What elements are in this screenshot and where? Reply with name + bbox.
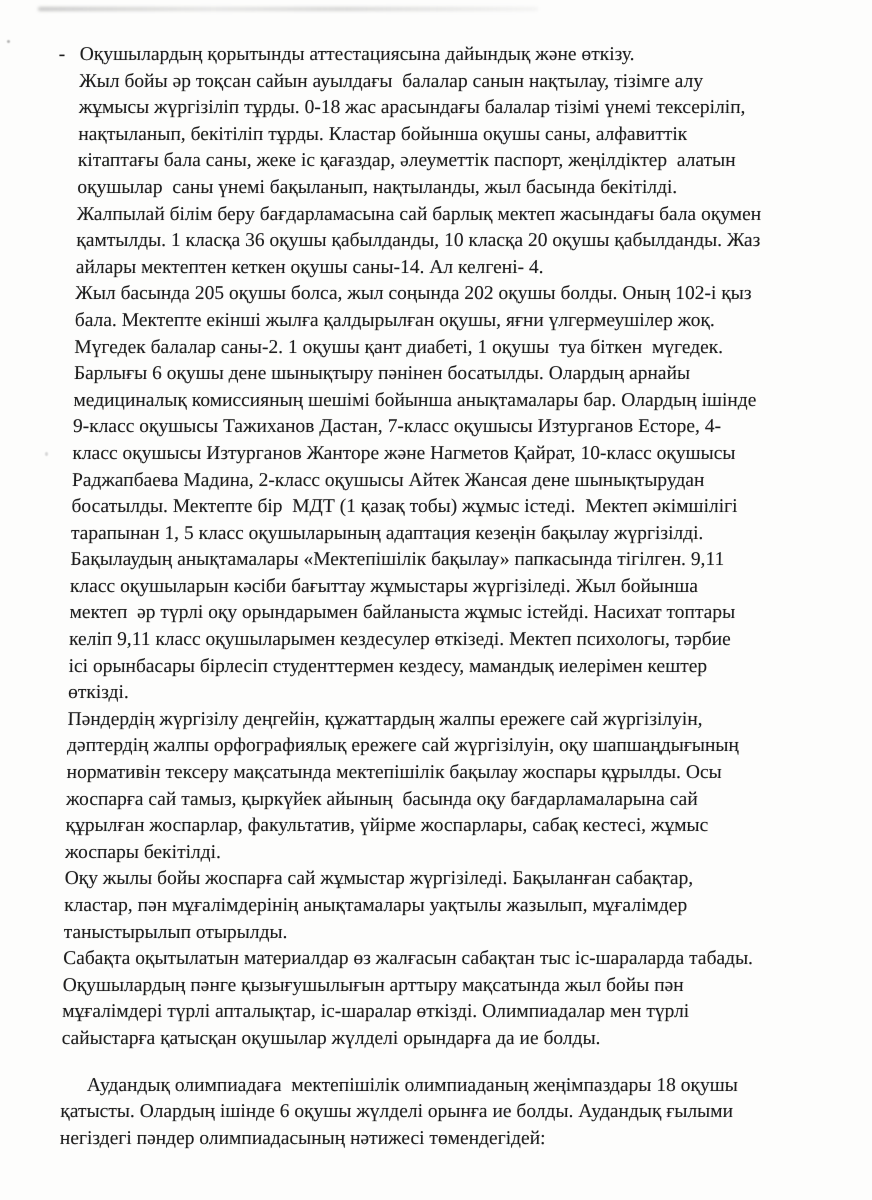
text-line xyxy=(73,414,818,441)
text-line-content: дәптердің жалпы орфографиялық ережеге сай жүргізілуін, оқу шапшаңдығының xyxy=(66,735,740,757)
text-line-content: бала. Мектепте екінші жылға қалдырылған оқушы, яғни үлгермеушілер жоқ. xyxy=(74,309,715,331)
text-line xyxy=(70,574,815,601)
text-line xyxy=(65,813,810,840)
text-line-content: сайыстарға қатысқан оқушылар жүлделі орындарға да ие болды. xyxy=(61,1027,601,1049)
text-line-content: Жыл бойы әр тоқсан сайын ауылдағы балалар санын нақтылау, тізімге алу xyxy=(79,70,704,92)
text-line xyxy=(78,122,823,149)
text-line-content: келіп 9,11 класс оқушыларымен кездесулер өткізеді. Мектеп психологы, тәрбие xyxy=(68,629,731,651)
text-line-content: жоспары бекітілді. xyxy=(64,841,222,863)
text-line xyxy=(69,627,814,654)
text-line xyxy=(61,1073,806,1100)
text-line-content: мұғалімдері түрлі апталықтар, іс-шаралар өткізді. Олимпиадалар мен түрлі xyxy=(62,1001,690,1023)
text-line-content: ісі орынбасары бірлесіп студенттермен кездесу, мамандық иелерімен кештер xyxy=(68,655,708,677)
text-line-content: негіздегі пәндер олимпиадасының нәтижесі төмендегідей: xyxy=(59,1127,546,1149)
text-line-content: Барлығы 6 оқушы дене шынықтыру пәнінен босатылды. Олардың арнайы xyxy=(73,363,691,385)
text-line xyxy=(72,468,817,495)
text-line xyxy=(78,148,823,175)
text-line xyxy=(68,654,813,681)
text-line xyxy=(75,281,820,308)
text-line-content: мектеп әр түрлі оқу орындарымен байланыста жұмыс істейді. Насихат топтары xyxy=(69,602,736,624)
text-line xyxy=(65,840,810,867)
text-line xyxy=(67,733,812,760)
text-line-content: Жыл басында 205 оқушы болса, жыл соңында 202 оқушы болды. Оның 102-і қыз xyxy=(75,283,752,305)
text-line xyxy=(62,973,807,1000)
scan-speck xyxy=(7,40,10,43)
text-line xyxy=(67,707,812,734)
text-line-content: класс оқушысы Изтурганов Жанторе және Нагметов Қайрат, 10-класс оқушысы xyxy=(72,442,736,464)
text-line-content: кластар, пән мұғалімдерінің анықтамалары уақтылы жазылып, мұғалімдер xyxy=(63,895,688,916)
text-line-content: 9-класс оқушысы Тажиханов Дастан, 7-класс оқушысы Изтурганов Есторе, 4- xyxy=(72,416,722,438)
text-line-content: жоспарға сай тамыз, қыркүйек айының басында оқу бағдарламаларына сай xyxy=(65,788,698,810)
text-line xyxy=(68,680,813,707)
text-line-content: қатысты. Олардың ішінде 6 оқушы жүлделі орынға ие болды. Аудандық ғылыми xyxy=(60,1101,734,1123)
text-line-content: айлары мектептен кеткен оқушы саны-14. Ал келгені- 4. xyxy=(75,256,544,278)
text-line xyxy=(79,95,824,122)
text-line-content: тарапынан 1, 5 класс оқушыларының адаптация кезеңін бақылау жүргізілді. xyxy=(70,522,704,544)
text-line-content: қамтылды. 1 класқа 36 оқушы қабылданды, 10 класқа 20 оқушы қабылданды. Жаз xyxy=(76,230,761,252)
text-line-content: нормативін тексеру мақсатында мектепішілік бақылау жоспары құрылды. Осы xyxy=(66,762,722,784)
text-line xyxy=(77,175,822,202)
text-line-content: құрылған жоспарлар, факультатив, үйірме жоспарлары, сабақ кестесі, жұмыс xyxy=(65,815,709,837)
text-line xyxy=(76,255,821,282)
text-line xyxy=(73,388,818,415)
text-line-content: класс оқушыларын кәсіби бағыттау жұмыстары жүргізіледі. Жыл бойынша xyxy=(69,575,699,597)
text-line-content: Мүгедек балалар саны-2. 1 оқушы қант диабеті, 1 оқушы туа біткен мүгедек. xyxy=(74,336,724,358)
text-line-content: медициналық комиссияның шешімі бойынша анықтамалары бар. Олардың ішінде xyxy=(73,389,757,411)
text-line-content: жұмысы жүргізіліп тұрды. 0-18 жас арасындағы балалар тізімі үнемі тексеріліп, xyxy=(78,97,746,119)
text-line xyxy=(63,920,808,947)
text-line xyxy=(60,1099,805,1126)
text-line xyxy=(71,521,816,548)
text-line xyxy=(70,547,815,574)
text-line xyxy=(62,999,807,1026)
list-dash-marker: - xyxy=(58,44,66,65)
text-line xyxy=(74,335,819,362)
text-line-content: оқушылар саны үнемі бақыланып, нақтыланды, жыл басында бекітілді. xyxy=(77,176,678,198)
text-line xyxy=(63,946,808,973)
text-line-content: өткізді. xyxy=(67,682,129,704)
text-line xyxy=(61,1026,806,1053)
text-line xyxy=(75,308,820,335)
text-line xyxy=(72,441,817,468)
text-line-content: босатылды. Мектепте бір МДТ (1 қазақ тобы) жұмыс істеді. Мектеп әкімшілігі xyxy=(71,496,738,518)
text-line xyxy=(58,42,825,69)
text-line-content: Оқу жылы бойы жоспарға сай жұмыстар жүргізіледі. Бақыланған сабақтар, xyxy=(64,868,694,890)
text-line xyxy=(74,361,819,388)
text-line xyxy=(79,69,824,96)
text-line-content: Оқушылардың қорытынды аттестациясына дайындық және өткізу. xyxy=(79,44,635,65)
text-line-content: Раджапбаева Мадина, 2-класс оқушысы Айтек Жансая дене шынықтырудан xyxy=(71,469,705,491)
text-line xyxy=(60,1126,805,1153)
text-line-content: Сабақта оқытылатын материалдар өз жалғасын сабақтан тыс іс-шараларда табады. xyxy=(63,948,754,970)
text-line xyxy=(64,866,809,893)
text-line-content: Пәндердің жүргізілу деңгейін, құжаттардың жалпы ережеге сай жүргізілуін, xyxy=(67,708,703,730)
text-line-content: Жалпылай білім беру бағдарламасына сай барлық мектеп жасындағы бала оқумен xyxy=(76,203,762,225)
text-line-content: Аудандық олимпиадаға мектепішілік олимпиаданың жеңімпаздары 18 оқушы xyxy=(86,1074,738,1096)
text-line-content: таныстырылып отырылды. xyxy=(63,921,288,943)
scan-speck xyxy=(45,452,48,456)
text-line-content: кітаптағы бала саны, жеке іс қағаздар, әлеуметтік паспорт, жеңілдіктер алатын xyxy=(77,150,736,172)
document-text xyxy=(60,42,825,1152)
text-line-content: нақтыланып, бекітіліп тұрды. Кластар бойынша оқушы саны, алфавиттік xyxy=(78,123,688,145)
text-line xyxy=(66,787,811,814)
text-line xyxy=(66,760,811,787)
text-line xyxy=(76,228,821,255)
text-line-content: Оқушылардың пәнге қызығушылығын арттыру мақсатында жыл бойы пән xyxy=(62,974,684,996)
text-line xyxy=(64,893,809,920)
text-line-content: Бақылаудың анықтамалары «Мектепішілік бақылау» папкасында тігілген. 9,11 xyxy=(70,549,725,571)
scan-artifact-smudge xyxy=(38,7,538,11)
text-line xyxy=(77,202,822,229)
text-line xyxy=(71,494,816,521)
text-line xyxy=(69,600,814,627)
